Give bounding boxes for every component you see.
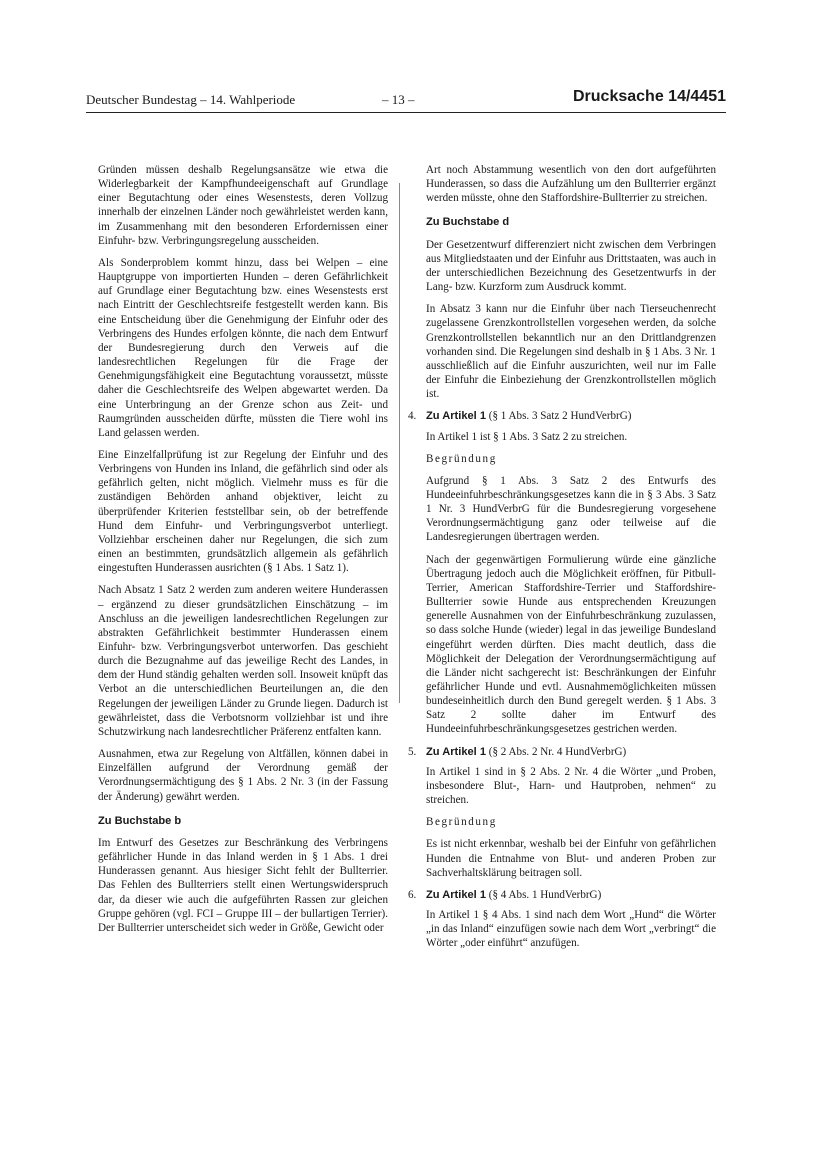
header-publication: Deutscher Bundestag – 14. Wahlperiode bbox=[86, 92, 296, 107]
paragraph: Im Entwurf des Gesetzes zur Beschränkung des Verbringens gefährlicher Hunde in das Inland werden in § 1 Abs. 1 drei Hunderassen genannt. Aus hiesiger Sicht fehlt der Bullterrier. Das Fehlen des Bullterriers stellt einen Wertungswiderspruch dar, da dieser wie auch die aufgeführten Rassen zur gleichen Gruppe gehören (vgl. FCI – Gruppe III – der bullartigen Terrier). Der Bullterrier unterscheidet sich weder in Größe, Gewicht oder bbox=[98, 836, 388, 934]
paragraph: Nach der gegenwärtigen Formulierung würde eine gänzliche Übertragung jedoch auch die Möglichkeit eröffnen, für Pitbull-Terrier, American Staffordshire-Terrier und Staffordshire-Bullterrier sowie Hunde aus entsprechenden Kreuzungen generelle Ausnahmen von der Einfuhrbeschränkung zuzulassen, so dass solche Hunde (wieder) legal in das jeweilige Bundesland eingeführt werden dürften. Dies macht deutlich, dass die Möglichkeit der Delegation der Verordnungsermächtigung auf die Länder nicht sachgerecht ist: Beschränkungen der Einfuhr gefährlicher Hunde und evtl. Ausnahmemöglichkeiten müssen bundeseinheitlich durch den Bund geregelt werden. § 1 Abs. 3 Satz 2 sollte daher im Entwurf des Hundeeinfuhrbeschränkungsgesetzes gestrichen werden. bbox=[426, 553, 716, 736]
paragraph: Eine Einzelfallprüfung ist zur Regelung der Einfuhr und des Verbringens von Hunden ins Inland, die gefährlich sind oder als gefährlich gelten, nicht möglich. Vielmehr muss es für die zuständigen Behörden anhand objektiver, leicht zu überprüfender Kriterien feststellbar sein, ob der betreffende Hund dem Einfuhr- und Verbringungsverbot unterliegt. Vollziehbar erscheinen daher nur Regelungen, die sich zum einen an bestimmten, grundsätzlich allgemein als gefährlich eingestuften Hunderassen ausrichten (§ 1 Abs. 1 Satz 1). bbox=[98, 448, 388, 575]
reasoning-label: Begründung bbox=[426, 452, 497, 465]
paragraph: Ausnahmen, etwa zur Regelung von Altfällen, können dabei in Einzelfällen aufgrund der Verordnung gemäß der Verordnungsermächtigung des § 1 Abs. 2 Nr. 3 (in der Fassung der Änderung) gewährt werden. bbox=[98, 748, 388, 803]
page-header bbox=[86, 88, 726, 112]
section-heading: Zu Buchstabe d bbox=[426, 216, 510, 229]
item-heading: Zu Artikel 1 bbox=[426, 410, 487, 423]
item-number: 5. bbox=[408, 745, 417, 758]
item-number: 6. bbox=[408, 888, 417, 901]
section-heading: Zu Buchstabe b bbox=[98, 814, 182, 827]
header-rule bbox=[86, 112, 726, 113]
paragraph: Als Sonderproblem kommt hinzu, dass bei Welpen – eine Hauptgruppe von importierten Hunden – deren Gefährlichkeit auf Grundlage einer Begutachtung bzw. eines Wesenstests erst nach Eintritt der Geschlechtsreife festgestellt werden kann. Bis eine Entscheidung über die Genehmigung der Einfuhr oder des Verbringens des Hundes erfolgen könnte, die nach dem Entwurf der Bundesregierung durch den Verweis auf die landesrechtlichen Regelungen für die Frage der Genehmigungsfähigkeit eine Begutachtung voraussetzt, müsste daher die Geschlechtsreife des Welpen abgewartet werden. Da eine Unterbringung an der Grenze schon aus Zeit- und Raumgründen ausscheiden dürfte, müssten die Tiere wohl ins Land gelassen werden. bbox=[98, 256, 388, 439]
paragraph: Aufgrund § 1 Abs. 3 Satz 2 des Entwurfs des Hundeeinfuhrbeschränkungsgesetzes kann die in § 3 Abs. 3 Satz 1 Nr. 3 HundVerbrG für die Bundesregierung vorgesehene Verordnungsermächtigung ganz oder teilweise auf die Landesregierungen übertragen werden. bbox=[426, 474, 716, 544]
paragraph: In Artikel 1 § 4 Abs. 1 sind nach dem Wort „Hund“ die Wörter „in das Inland“ einzufügen sowie nach dem Wort „verbringt“ die Wörter „oder einführt“ anzufügen. bbox=[426, 909, 716, 950]
item-number: 4. bbox=[408, 410, 417, 423]
list-item-5 bbox=[408, 745, 716, 759]
paragraph: In Artikel 1 sind in § 2 Abs. 2 Nr. 4 die Wörter „und Proben, insbesondere Blut-, Harn- und Hautproben, nehmen“ zu streichen. bbox=[426, 765, 716, 807]
item-reference: (§ 1 Abs. 3 Satz 2 HundVerbrG) bbox=[488, 410, 632, 423]
item-reference: (§ 2 Abs. 2 Nr. 4 HundVerbrG) bbox=[488, 745, 627, 758]
list-item-4 bbox=[408, 409, 716, 423]
paragraph: In Absatz 3 kann nur die Einfuhr über nach Tierseuchenrecht zugelassene Grenzkontrollstellen vorgesehen werden, da solche Grenzkontrollstellen bekanntlich nur an den Drittlandgrenzen vorhanden sind. Die Regelungen sind deshalb in § 1 Abs. 3 Nr. 1 ausschließlich auf die Einfuhr auszurichten, weil nur im Falle der Einfuhr die Einbeziehung der Grenzkontrollstellen möglich ist. bbox=[426, 303, 716, 401]
document-number: Drucksache 14/4451 bbox=[573, 88, 726, 105]
page-number: – 13 – bbox=[382, 92, 415, 107]
paragraph: In Artikel 1 ist § 1 Abs. 3 Satz 2 zu streichen. bbox=[426, 430, 628, 443]
item-heading: Zu Artikel 1 bbox=[426, 888, 487, 901]
paragraph: Der Gesetzentwurf differenziert nicht zwischen dem Verbringen aus Mitgliedstaaten und der Einfuhr aus Drittstaaten, was auch in der unterschiedlichen Bezeichnung des Gesetzentwurfs in der Lang- bzw. Kurzform zum Ausdruck kommt. bbox=[426, 238, 716, 294]
paragraph: Gründen müssen deshalb Regelungsansätze wie etwa die Widerlegbarkeit der Kampfhundeeigenschaft auf Grundlage einer Begutachtung oder eines Wesenstests, deren Vollzug innerhalb der einzelnen Länder noch gewährleistet werden kann, im Zusammenhang mit den besonderen Erfordernissen einer Einfuhr- bzw. Verbringungsregelung ausscheiden. bbox=[98, 164, 388, 247]
paragraph: Es ist nicht erkennbar, weshalb bei der Einfuhr von gefährlichen Hunden die Entnahme von Blut- und anderen Proben zur Sachverhaltsklärung beitragen soll. bbox=[426, 838, 716, 879]
item-heading: Zu Artikel 1 bbox=[426, 745, 487, 758]
right-column bbox=[408, 163, 716, 959]
paragraph: Nach Absatz 1 Satz 2 werden zum anderen weitere Hunderassen – ergänzend zu dieser grundsätzlichen Einschätzung – im Anschluss an die jeweiligen landesrechtlichen Regelungen zur abstrakten Gefährlichkeit bestimmter Hunderassen einem Einfuhr- bzw. Verbringungsverbot unterworfen. Das geschieht durch die Bezugnahme auf das jeweilige Recht des Landes, in dem der Hund ständig gehalten werden soll. Insoweit knüpft das Verbot an die unterschiedlichen Beurteilungen an, die den Regelungen der jeweiligen Länder zu Grunde liegen. Dadurch ist gewährleistet, dass die Verbotsnorm vollziehbar ist und ihre Schutzwirkung nach landesrechtlicher Präferenz entfalten kann. bbox=[98, 584, 388, 738]
paragraph: Art noch Abstammung wesentlich von den dort aufgeführten Hunderassen, so dass die Aufzählung um den Bullterrier ergänzt werden müsste, ohne den Staffordshire-Bullterrier zu streichen. bbox=[426, 164, 716, 205]
reasoning-label: Begründung bbox=[426, 816, 497, 829]
list-item-6 bbox=[408, 888, 716, 902]
item-reference: (§ 4 Abs. 1 HundVerbrG) bbox=[488, 888, 602, 901]
left-column bbox=[98, 163, 388, 943]
margin-bar bbox=[399, 183, 400, 703]
